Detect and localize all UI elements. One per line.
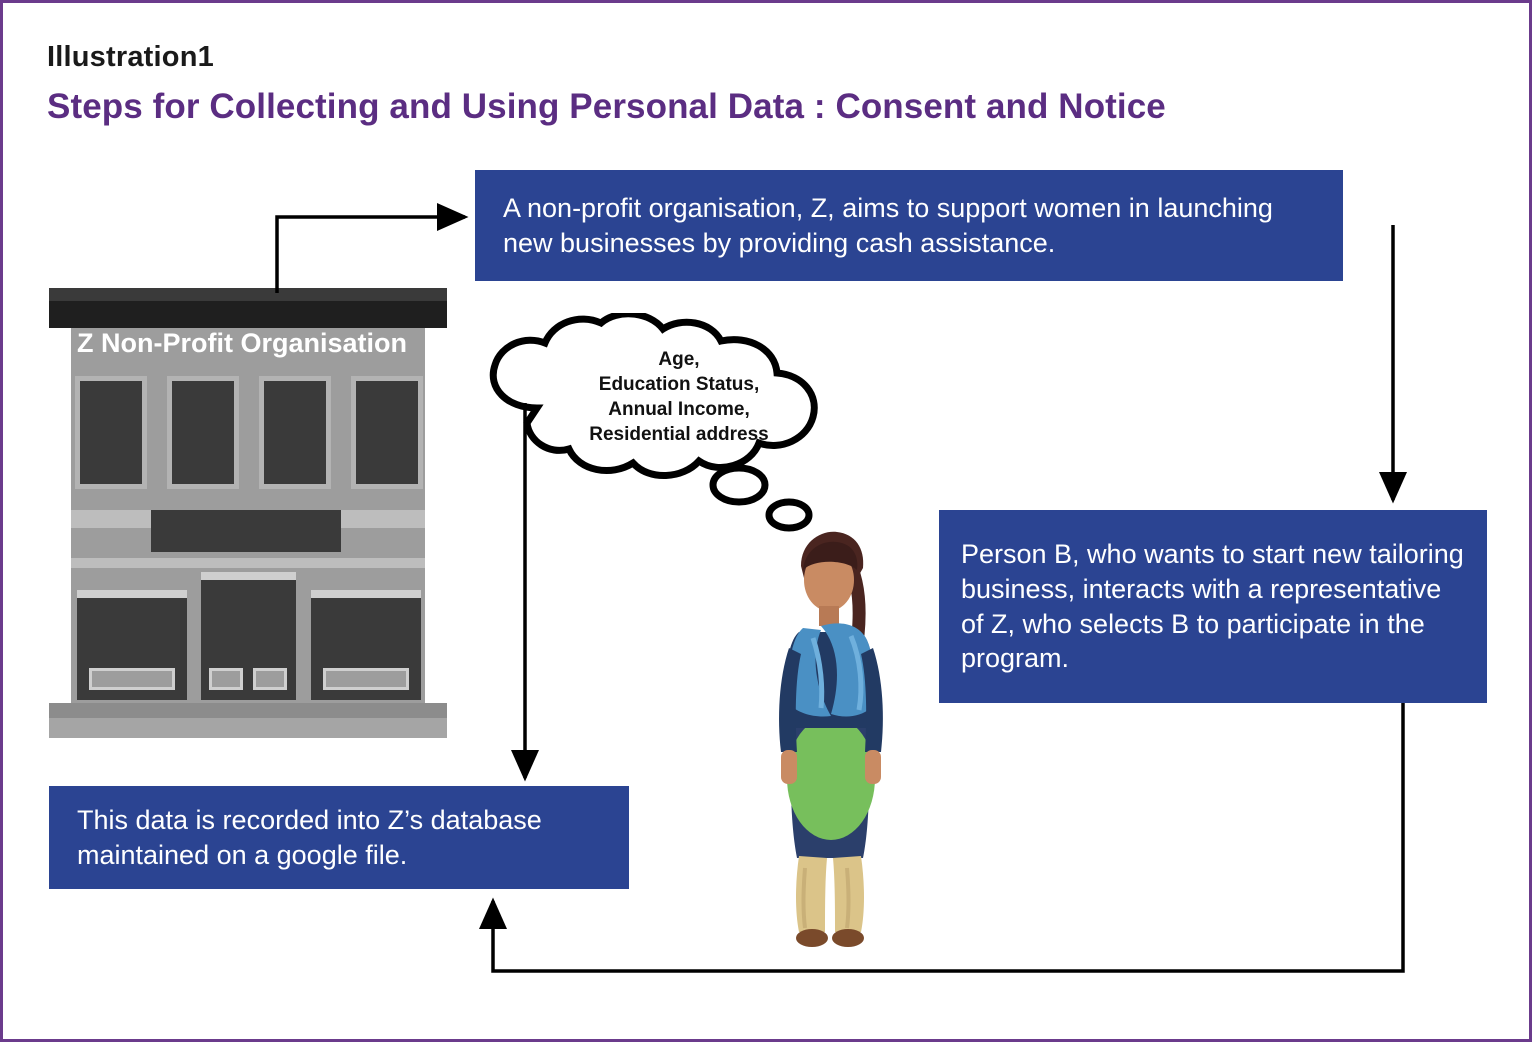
callout-top-text: A non-profit organisation, Z, aims to support women in launching new businesses by providing cash assistance. — [503, 192, 1273, 258]
building-vent — [89, 668, 175, 690]
thought-cloud — [467, 313, 847, 543]
illustration-label: Illustration1 — [47, 41, 214, 73]
building-vent — [323, 668, 409, 690]
building-band-lower — [71, 558, 425, 568]
callout-top — [475, 170, 1343, 281]
building-name-label: Z Non-Profit Organisation — [77, 328, 407, 358]
cloud-line: Education Status, — [598, 374, 760, 396]
arrow-building-to-top — [277, 217, 465, 293]
building-vent — [253, 668, 287, 690]
person-b-illustration — [755, 528, 905, 958]
callout-bottom-text: This data is recorded into Z’s database maintained on a google file. — [77, 804, 542, 870]
callout-right — [939, 510, 1487, 703]
thought-cloud-text — [559, 347, 799, 447]
page-title: Steps for Collecting and Using Personal Data : Consent and Notice — [47, 87, 1166, 126]
person-figure — [755, 528, 905, 958]
building-window — [351, 376, 423, 489]
arrow-right-to-bottom — [493, 703, 1403, 971]
building-plinth — [49, 718, 447, 738]
cloud-line: Residential address — [589, 424, 769, 446]
building-window — [259, 376, 331, 489]
cloud-line: Annual Income, — [608, 399, 750, 421]
building-roof — [49, 288, 447, 301]
building-vent — [209, 668, 243, 690]
callout-bottom — [49, 786, 629, 889]
building-signboard — [151, 510, 341, 552]
building-window — [167, 376, 239, 489]
cloud-line: Age, — [658, 349, 700, 370]
building-window — [75, 376, 147, 489]
building-cornice — [49, 301, 447, 328]
callout-right-text: Person B, who wants to start new tailoring business, interacts with a representative of Z, who selects B to participate in the program. — [961, 539, 1464, 674]
